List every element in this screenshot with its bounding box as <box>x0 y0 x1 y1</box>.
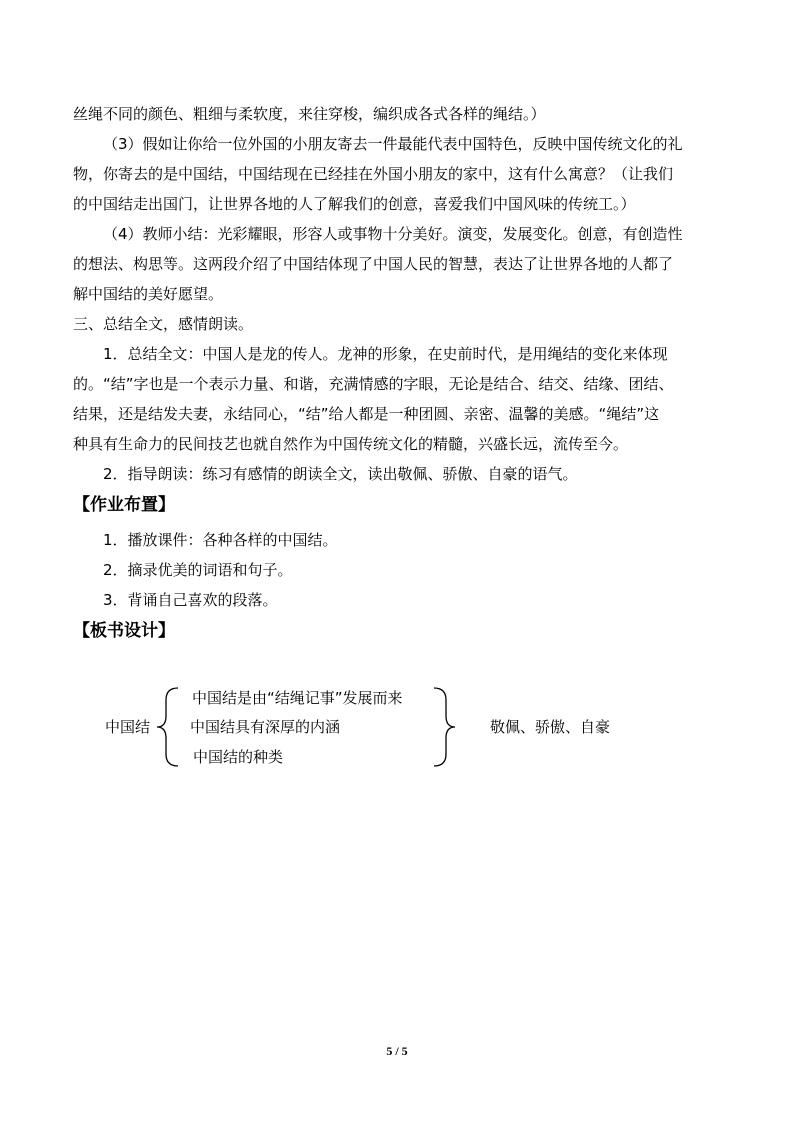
paragraph-line: 的中国结走出国门，让世界各地的人了解我们的创意，喜爱我们中国风味的传统工。） <box>73 195 636 213</box>
homework-item: 1．播放课件：各种各样的中国结。 <box>103 531 338 549</box>
board-title: 【板书设计】 <box>73 621 175 641</box>
paragraph-line: 的。“结”字也是一个表示力量、和谐，充满情感的字眼，无论是结合、结交、结缘、团结、 <box>73 375 674 393</box>
board-branch: 中国结具有深厚的内涵 <box>190 718 341 736</box>
paragraph-line: 2．指导朗读：练习有感情的朗读全文，读出敬佩、骄傲、自豪的语气。 <box>103 465 578 483</box>
left-brace <box>157 688 178 766</box>
board-branch: 中国结是由“结绳记事”发展而来 <box>192 689 403 707</box>
homework-item: 2．摘录优美的词语和句子。 <box>103 561 293 579</box>
paragraph-line: （3）假如让你给一位外国的小朋友寄去一件最能代表中国特色，反映中国传统文化的礼 <box>103 135 683 153</box>
right-brace <box>434 688 455 766</box>
paragraph-line: 丝绳不同的颜色、粗细与柔软度，来往穿梭，编织成各式各样的绳结。） <box>73 105 546 123</box>
board-conclusion: 敬佩、骄傲、自豪 <box>490 718 611 736</box>
paragraph-line: 结果，还是结发夫妻，永结同心，“结”给人都是一种团圆、亲密、温馨的美感。“绳结”这 <box>73 405 660 423</box>
board-branch: 中国结的种类 <box>193 748 284 766</box>
page-number: 5 / 5 <box>386 1044 408 1058</box>
paragraph-line: 种具有生命力的民间技艺也就自然作为中国传统文化的精髓，兴盛长远，流传至今。 <box>73 435 629 453</box>
homework-title: 【作业布置】 <box>73 495 175 515</box>
paragraph-line: （4）教师小结：光彩耀眼，形容人或事物十分美好。演变，发展变化。创意，有创造性 <box>103 225 683 243</box>
board-center-label: 中国结 <box>105 718 151 736</box>
homework-item: 3．背诵自己喜欢的段落。 <box>103 591 278 609</box>
paragraph-line: 1．总结全文：中国人是龙的传人。龙神的形象，在史前时代，是用绳结的变化来体现 <box>103 345 668 363</box>
paragraph-line: 物，你寄去的是中国结，中国结现在已经挂在外国小朋友的家中，这有什么寓意？（让我们 <box>73 165 674 183</box>
paragraph-line: 的想法、构思等。这两段介绍了中国结体现了中国人民的智慧，表达了让世界各地的人都了 <box>73 255 674 273</box>
paragraph-line: 解中国结的美好愿望。 <box>73 285 224 303</box>
section-heading: 三、总结全文，感情朗读。 <box>73 315 254 333</box>
